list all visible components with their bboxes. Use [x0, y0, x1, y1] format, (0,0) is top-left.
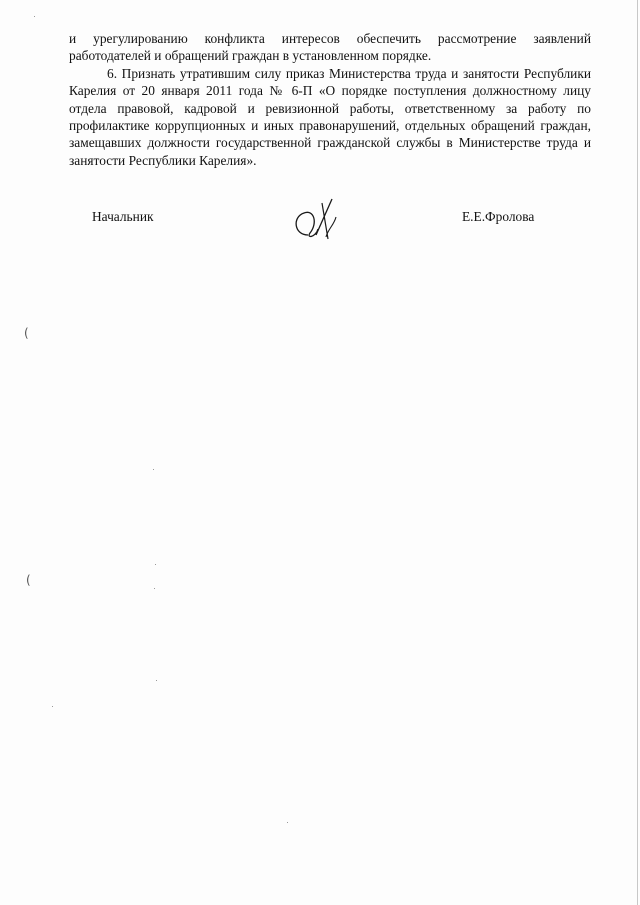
paragraph-item-6: 6. Признать утратившим силу приказ Министерства труда и занятости Республики Карелия от 20 января 2011 года № 6-П «О порядке поступления должностному лицу отдела правовой, кадровой и ревизионной работы, ответственному за работу по профилактике коррупционных и иных правонарушений, отдельных обращений граждан, замещавших должности государственной гражданской службы в Министерстве труда и занятости Республики Карелия». — [69, 65, 591, 168]
scan-speck — [155, 564, 156, 565]
scan-speck — [34, 16, 35, 17]
scan-speck — [156, 680, 157, 681]
scan-speck — [153, 469, 154, 470]
handwritten-signature — [288, 195, 344, 247]
document-body — [69, 30, 591, 169]
signatory-name: Е.Е.Фролова — [462, 209, 535, 224]
scan-speck — [52, 706, 53, 707]
signatory-title: Начальник — [92, 209, 154, 224]
scan-speck — [287, 822, 288, 823]
margin-mark: ( — [26, 573, 31, 587]
margin-mark: ( — [24, 326, 29, 340]
scan-edge-line — [637, 0, 638, 905]
scan-speck — [154, 588, 155, 589]
signature-block — [0, 209, 640, 249]
paragraph-continuation: и урегулированию конфликта интересов обеспечить рассмотрение заявлений работодателей и обращений граждан в установленном порядке. — [69, 31, 591, 64]
